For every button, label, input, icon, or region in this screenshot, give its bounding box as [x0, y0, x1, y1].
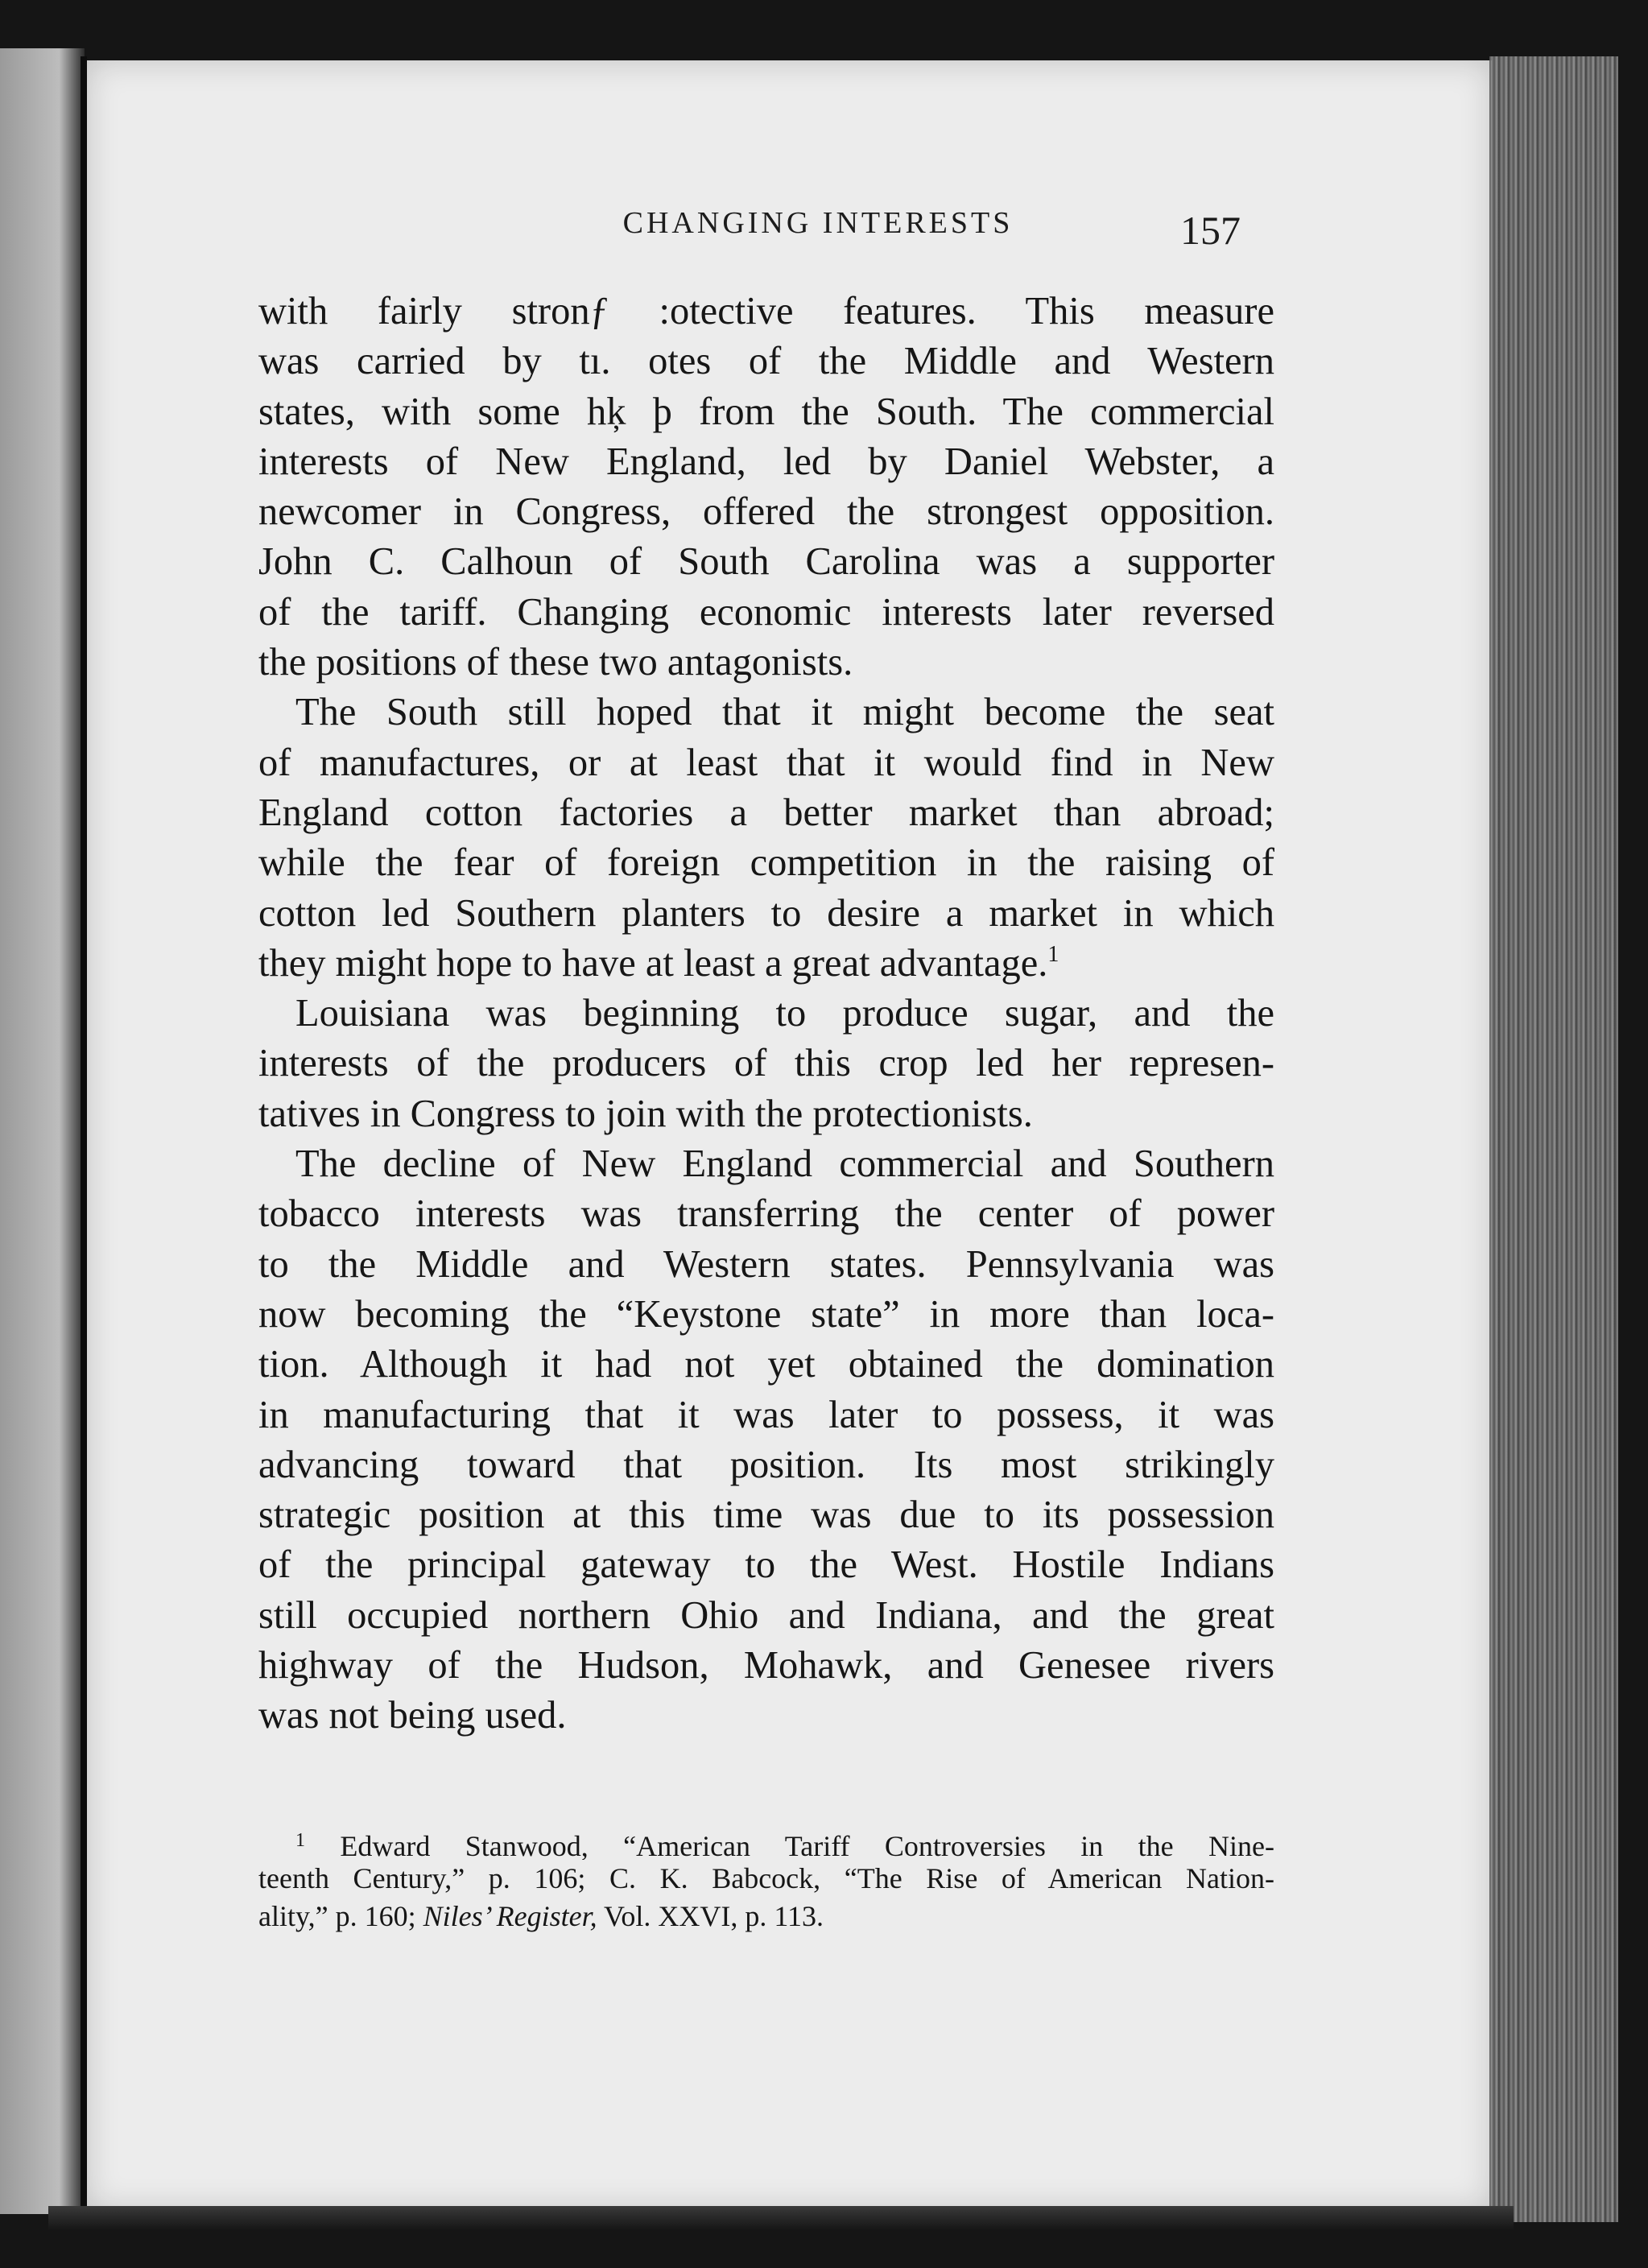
- footnote-text: Edward Stanwood, “American Tariff Controversies in the Nine-: [340, 1830, 1274, 1860]
- footnote-line: teenth Century,” p. 106; C. K. Babcock, “The Rise of American Nation-: [258, 1862, 1274, 1894]
- footnote-marker: 1: [295, 1830, 305, 1851]
- page-header: [87, 205, 1492, 262]
- text-line: now becoming the “Keystone state” in more than loca-: [258, 1292, 1274, 1336]
- text-line: of the principal gateway to the West. Hostile Indians: [258, 1543, 1274, 1587]
- text-line: of manufactures, or at least that it would find in New: [258, 741, 1274, 784]
- paragraph-first-line: The South still hoped that it might become the seat: [295, 691, 1274, 734]
- text-line: advancing toward that position. Its most strikingly: [258, 1443, 1274, 1486]
- footnote: [258, 1822, 1274, 1935]
- body-text: [258, 287, 1274, 1741]
- text-line: strategic position at this time was due to its possession: [258, 1493, 1274, 1537]
- page-stack-edge: [1489, 56, 1618, 2222]
- footnote-text: Vol. XXVI, p. 113.: [597, 1900, 824, 1932]
- footnote-italic-title: Niles’ Register,: [423, 1900, 597, 1932]
- text-line: in manufacturing that it was later to possess, it was: [258, 1393, 1274, 1436]
- text-line: with fairly stronƒ :otective features. This measure: [258, 290, 1274, 333]
- text-line: newcomer in Congress, offered the strongest opposition.: [258, 490, 1274, 534]
- facing-page-edge: [0, 48, 85, 2214]
- paragraph-first-line: The decline of New England commercial and Southern: [295, 1142, 1274, 1186]
- footnote-line: [258, 1898, 1274, 1935]
- text-line: was not being used.: [258, 1694, 567, 1737]
- text-line-with-footnote-ref: [258, 939, 1274, 989]
- footnote-text: ality,” p. 160;: [258, 1900, 423, 1932]
- page-number: 157: [1180, 208, 1241, 253]
- text-line: tatives in Congress to join with the protectionists.: [258, 1092, 1033, 1135]
- text-line: still occupied northern Ohio and Indiana, and the great: [258, 1593, 1274, 1637]
- running-head: CHANGING INTERESTS: [622, 206, 1014, 240]
- paragraph-first-line: Louisiana was beginning to produce sugar, and the: [295, 992, 1274, 1035]
- footnote-reference: 1: [1047, 941, 1059, 967]
- text-line: while the fear of foreign competition in the raising of: [258, 841, 1274, 885]
- text-line: interests of the producers of this crop led her represen-: [258, 1042, 1274, 1085]
- text-line: tobacco interests was transferring the center of power: [258, 1192, 1274, 1236]
- book-gutter: [81, 56, 87, 2214]
- footnote-line: [258, 1822, 1274, 1860]
- text-line: the positions of these two antagonists.: [258, 641, 853, 684]
- text-line: they might hope to have at least a great advantage.: [258, 941, 1048, 985]
- page-bottom-edge: [48, 2206, 1514, 2230]
- text-line: cotton led Southern planters to desire a market in which: [258, 891, 1274, 935]
- text-line: tion. Although it had not yet obtained the domination: [258, 1343, 1274, 1386]
- text-line: of the tariff. Changing economic interests later reversed: [258, 590, 1274, 634]
- text-line: England cotton factories a better market than abroad;: [258, 791, 1274, 834]
- text-line: to the Middle and Western states. Pennsylvania was: [258, 1242, 1274, 1286]
- text-line: was carried by tı. otes of the Middle and Western: [258, 340, 1274, 383]
- text-line: interests of New England, led by Daniel Webster, a: [258, 440, 1274, 483]
- text-line: highway of the Hudson, Mohawk, and Genesee rivers: [258, 1644, 1274, 1688]
- text-line: John C. Calhoun of South Carolina was a supporter: [258, 540, 1274, 584]
- text-line: states, with some hķ þ from the South. The commercial: [258, 390, 1274, 433]
